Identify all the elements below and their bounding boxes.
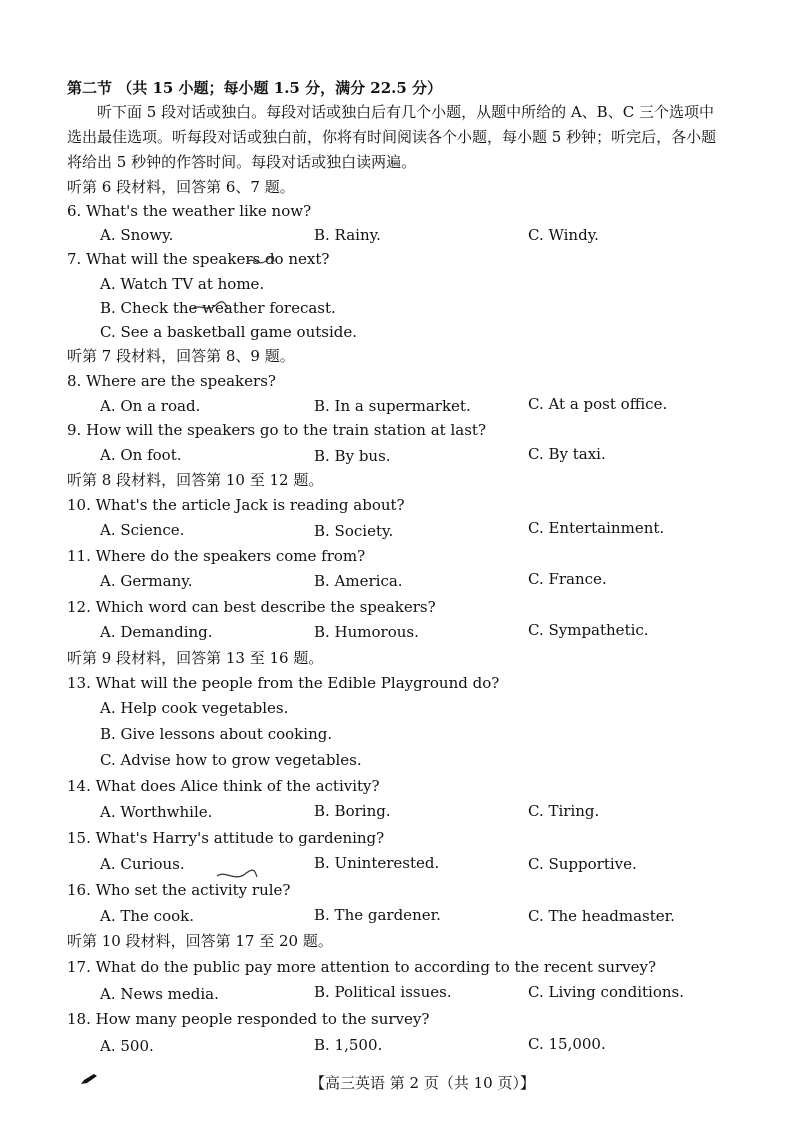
option-b: B. Give lessons about cooking. [100, 725, 333, 743]
handwriting-scribble [215, 868, 259, 882]
option-a: A. The cook. [100, 907, 194, 925]
option-c: C. Supportive. [528, 855, 637, 873]
handwriting-scribble [245, 254, 275, 268]
option-b: B. Uninterested. [314, 854, 440, 872]
option-a: A. Snowy. [100, 226, 174, 244]
question-stem: 12. Which word can best describe the speakers? [67, 598, 436, 616]
option-a: A. Science. [100, 521, 185, 539]
option-b: B. 1,500. [314, 1036, 383, 1054]
option-b: B. Humorous. [314, 623, 419, 641]
question-stem: 11. Where do the speakers come from? [67, 547, 366, 565]
option-a: A. On foot. [100, 446, 182, 464]
option-c: C. Entertainment. [528, 519, 665, 537]
material-heading: 听第 7 段材料，回答第 8、9 题。 [67, 347, 295, 365]
question-stem: 16. Who set the activity rule? [67, 881, 291, 899]
option-b: B. America. [314, 572, 403, 590]
material-heading: 听第 8 段材料，回答第 10 至 12 题。 [67, 471, 324, 489]
option-a: A. On a road. [100, 397, 201, 415]
pencil-icon [80, 1073, 98, 1085]
question-stem: 15. What's Harry's attitude to gardening? [67, 829, 385, 847]
question-stem: 10. What's the article Jack is reading about? [67, 496, 405, 514]
option-c: C. 15,000. [528, 1035, 606, 1053]
option-c: C. The headmaster. [528, 907, 675, 925]
question-stem: 18. How many people responded to the survey? [67, 1010, 430, 1028]
option-a: A. Demanding. [100, 623, 213, 641]
section-title: 第二节 （共 15 小题；每小题 1.5 分，满分 22.5 分） [67, 79, 443, 97]
option-b: B. Political issues. [314, 983, 452, 1001]
page-footer: 【高三英语 第 2 页（共 10 页）】 [310, 1074, 535, 1092]
section-instructions: 听下面 5 段对话或独白。每段对话或独白后有几个小题，从题中所给的 A、B、C 三个选项中选出最佳选项。听每段对话或独白前，你将有时间阅读各个小题，每小题 5 秒钟；听完后，各小题将给出 5 秒钟的作答时间。每段对话或独白读两遍。 [67, 103, 717, 171]
option-c: C. By taxi. [528, 445, 606, 463]
option-c: C. See a basketball game outside. [100, 323, 358, 341]
option-a: A. Curious. [100, 855, 185, 873]
material-heading: 听第 9 段材料，回答第 13 至 16 题。 [67, 649, 324, 667]
option-b: B. By bus. [314, 447, 391, 465]
option-a: A. 500. [100, 1037, 154, 1055]
option-a: A. Germany. [100, 572, 193, 590]
option-a: A. Help cook vegetables. [100, 699, 289, 717]
question-stem: 9. How will the speakers go to the train station at last? [67, 421, 486, 439]
option-a: A. Watch TV at home. [100, 275, 265, 293]
question-stem: 8. Where are the speakers? [67, 372, 276, 390]
handwriting-scribble [190, 300, 230, 314]
option-c: C. Tiring. [528, 802, 600, 820]
material-heading: 听第 6 段材料，回答第 6、7 题。 [67, 178, 295, 196]
option-c: C. Advise how to grow vegetables. [100, 751, 362, 769]
question-stem: 7. What will the speakers do next? [67, 250, 330, 268]
question-stem: 14. What does Alice think of the activity? [67, 777, 380, 795]
question-stem: 6. What's the weather like now? [67, 202, 312, 220]
option-c: C. At a post office. [528, 395, 668, 413]
option-a: A. Worthwhile. [100, 803, 213, 821]
option-b: B. Check the weather forecast. [100, 299, 336, 317]
question-stem: 13. What will the people from the Edible Playground do? [67, 674, 500, 692]
option-c: C. Sympathetic. [528, 621, 649, 639]
option-b: B. In a supermarket. [314, 397, 471, 415]
option-b: B. The gardener. [314, 906, 441, 924]
option-c: C. Living conditions. [528, 983, 685, 1001]
material-heading: 听第 10 段材料，回答第 17 至 20 题。 [67, 932, 333, 950]
option-a: A. News media. [100, 985, 219, 1003]
option-b: B. Boring. [314, 802, 391, 820]
question-stem: 17. What do the public pay more attention to according to the recent survey? [67, 958, 657, 976]
option-c: C. Windy. [528, 226, 599, 244]
option-c: C. France. [528, 570, 607, 588]
option-b: B. Rainy. [314, 226, 381, 244]
option-b: B. Society. [314, 522, 394, 540]
